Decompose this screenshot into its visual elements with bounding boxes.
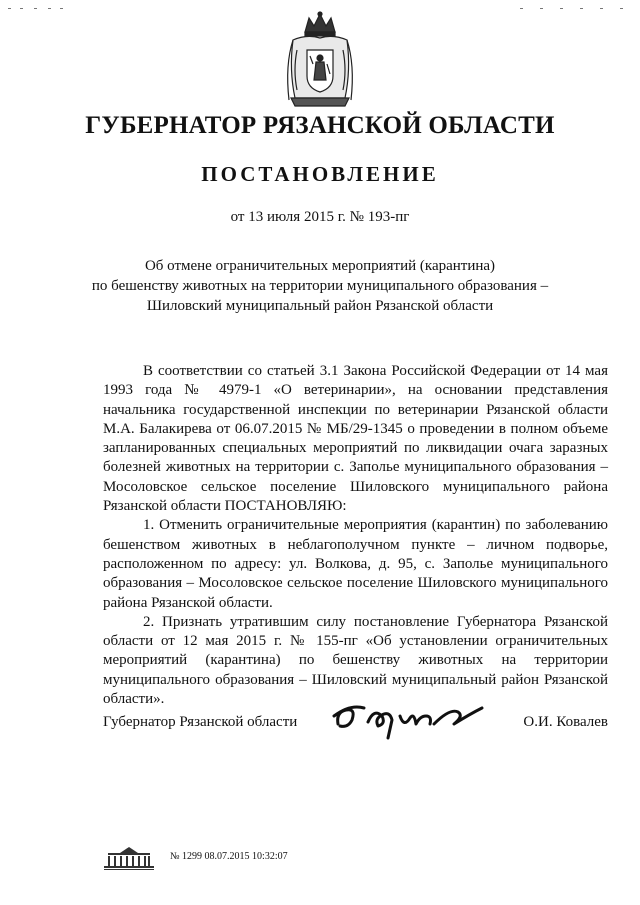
document-date-number: от 13 июля 2015 г. № 193-пг <box>230 209 410 225</box>
building-logo-icon <box>100 845 158 873</box>
subject-line: Об отмене ограничительных мероприятий (карантина) <box>144 258 496 274</box>
coat-of-arms-icon <box>283 10 357 110</box>
signatory-name: О.И. Ковалев <box>523 714 608 730</box>
subject-line: Шиловский муниципальный район Рязанской области <box>146 298 494 314</box>
document-subject <box>80 256 560 316</box>
document-body <box>103 362 608 709</box>
body-paragraph: 2. Признать утратившим силу постановление Губернатора Рязанской области от 12 мая 2015 г. № 155-пг «Об установлении ограничительных мероприятий (карантина) по бешенству животных на территории муниципального образования – Шиловский муниципальный район Рязанской области». <box>103 613 608 708</box>
document-type: ПОСТАНОВЛЕНИЕ <box>201 162 439 186</box>
registration-stamp <box>100 845 360 875</box>
registration-number-time: № 1299 08.07.2015 10:32:07 <box>170 851 288 862</box>
body-paragraph: 1. Отменить ограничительные мероприятия (карантин) по заболеванию бешенством животных в неблагополучном пункте – личном подворье, расположенном по адресу: ул. Волкова, д. 95, с. Заполье муниципального образования – Мосоловское сельское поселение Шиловского муниципального района Рязанской области. <box>103 517 608 611</box>
signature-row <box>103 714 608 738</box>
subject-line: по бешенству животных на территории муниципального образования – <box>91 278 549 294</box>
authority-title: ГУБЕРНАТОР РЯЗАНСКОЙ ОБЛАСТИ <box>85 112 555 139</box>
body-paragraph: В соответствии со статьей 3.1 Закона Российской Федерации от 14 мая 1993 года № 4979-1 «О ветеринарии», на основании представления начальника государственной инспекции по ветеринарии Рязанской области М.А. Балакирева от 06.07.2015 № МБ/29-1345 о проведении в полном объеме запланированных специальных мероприятий по ликвидации очага заразных болезней животных на территории с. Заполье муниципального образования – Мосоловское сельское поселение Шиловского муниципального района Рязанской области ПОСТАНОВЛЯЮ: <box>103 363 608 515</box>
signatory-position: Губернатор Рязанской области <box>103 714 298 730</box>
